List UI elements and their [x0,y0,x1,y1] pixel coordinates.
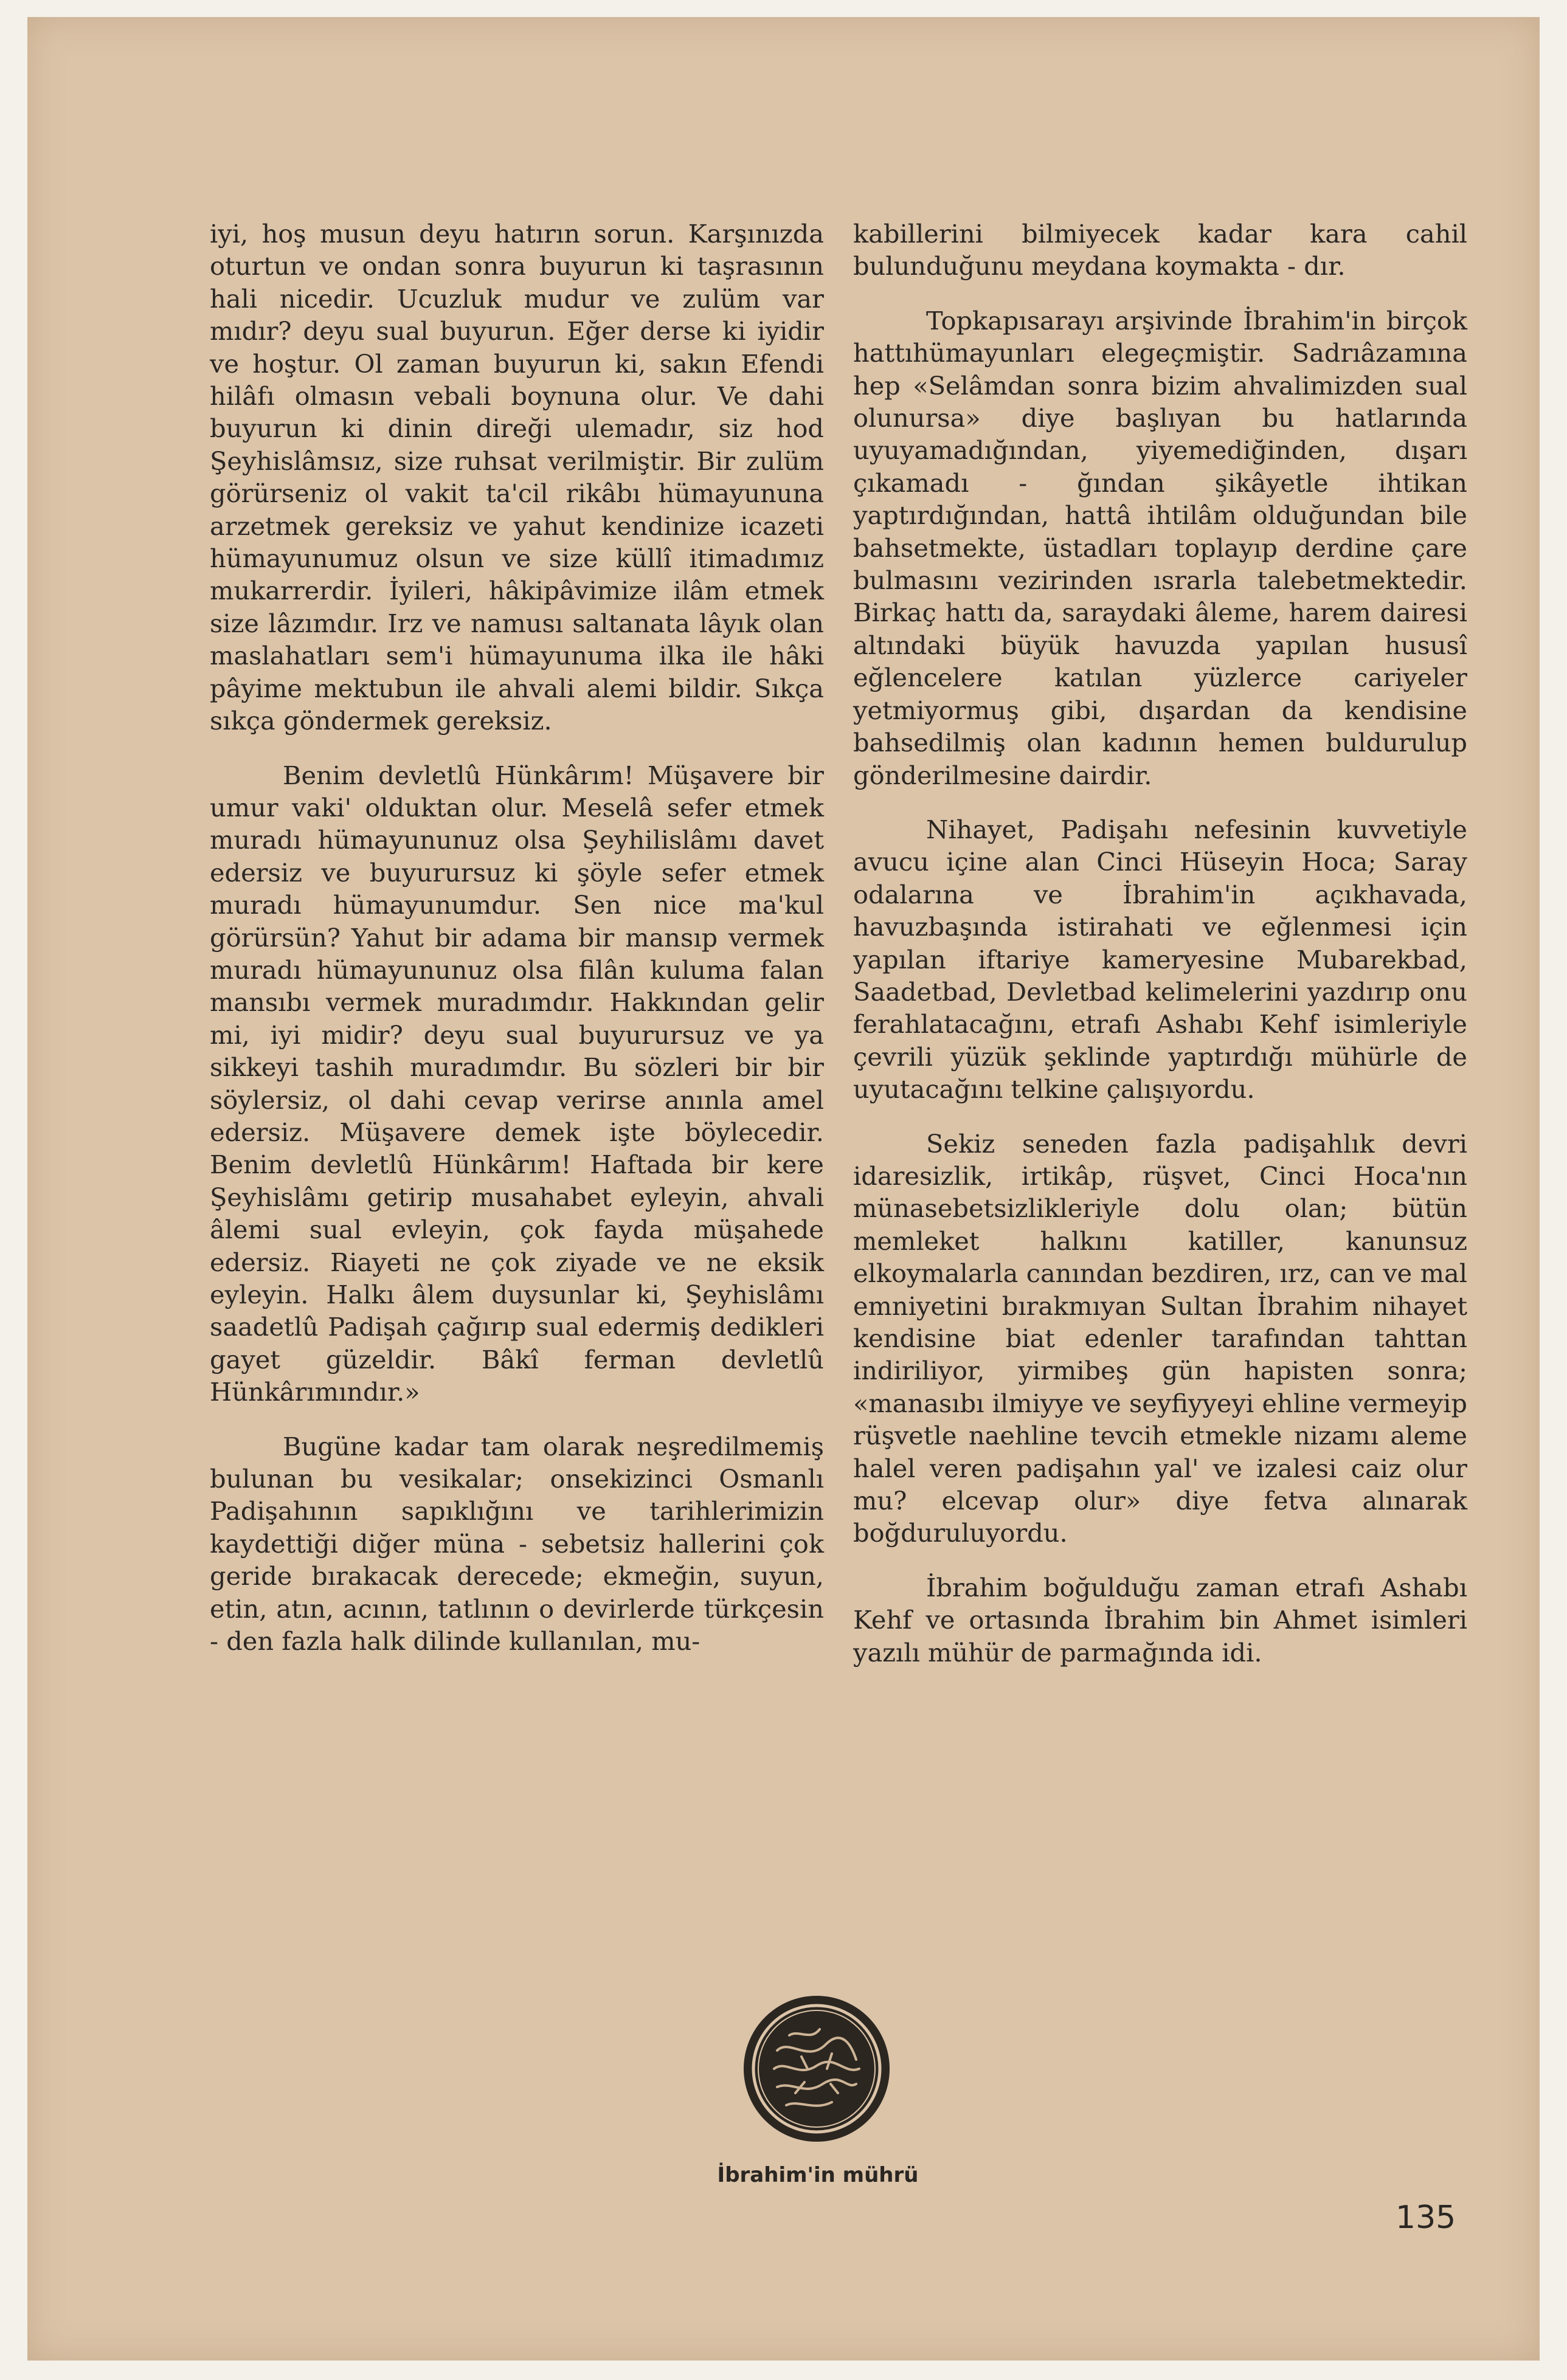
paragraph: İbrahim boğulduğu zaman etrafı Ashabı Kehf ve ortasında İbrahim bin Ahmet isimleri yazılı mühür de parmağında idi. [853,1572,1467,1668]
page-number: 135 [1396,2199,1456,2236]
page [27,17,1540,2361]
paragraph: Benim devletlû Hünkârım! Müşavere bir umur vaki' olduktan olur. Meselâ sefer etmek muradı hümayununuz olsa Şeyhilislâmı davet edersiz ve buyurursuz ki şöyle sefer etmek muradı hümayunumdur. Sen nice ma'kul görürsün? Yahut bir adama bir mansıp vermek muradı hümayununuz olsa filân kuluma falan mansıbı vermek muradımdır. Hakkından gelir mi, iyi midir? deyu sual buyurursuz ve ya sikkeyi tashih muradımdır. Bu sözleri bir bir söylersiz, ol dahi cevap verirse anınla amel edersiz. Müşavere demek işte böylecedir. Benim devletlû Hünkârım! Haftada bir kere Şeyhislâmı getirip musahabet eyleyin, ahvali âlemi sual evleyin, çok fayda müşahede edersiz. Riayeti ne çok ziyade ve ne eksik eyleyin. Halkı âlem duysunlar ki, Şeyhislâmı saadetlû Padişah çağırıp sual edermiş dedikleri gayet güzeldir. Bâkî ferman devletlû Hünkârımındır.» [210,760,824,1407]
left-column [210,218,824,1679]
right-column [853,218,1467,1691]
paragraph: Sekiz seneden fazla padişahlık devri idaresizlik, irtikâp, rüşvet, Cinci Hoca'nın münasebetsizlikleriyle dolu olan; bütün memleket halkını katiller, kanunsuz elkoymalarla canından bezdiren, ırz, can ve mal emniyetini bırakmıyan Sultan İbrahim nihayet kendisine biat edenler tarafından tahttan indiriliyor, yirmibeş gün hapisten sonra; «manasıbı ilmiyye ve seyfiyyeyi ehline vermeyip rüşvetle naehline tevcih etmekle nizamı aleme halel veren padişahın yal' ve izalesi caiz olur mu? elcevap olur» diye fetva alınarak boğduruluyordu. [853,1128,1467,1548]
paragraph: Bugüne kadar tam olarak neşredilmemiş bulunan bu vesikalar; onsekizinci Osmanlı Padişahının sapıklığını ve tarihlerimizin kaydettiği diğer müna - sebetsiz hallerini çok geride bırakacak derecede; ekmeğin, suyun, etin, atın, acının, tatlının o devirlerde türkçesin - den fazla halk dilinde kullanılan, mu- [210,1431,824,1657]
paragraph: Topkapısarayı arşivinde İbrahim'in birçok hattıhümayunları elegeçmiştir. Sadrıâzamına hep «Selâmdan sonra bizim ahvalimizden sual olunursa» diye başlıyan bu hatlarında uyuyamadığından, yiyemediğinden, dışarı çıkamadı - ğından şikâyetle ihtikan yaptırdığından, hattâ ihtilâm olduğundan bile bahsetmekte, üstadları toplayıp derdine çare bulmasını vezirinden ısrarla talebetmektedir. Birkaç hattı da, saraydaki âleme, harem dairesi altındaki büyük havuzda yapılan hususî eğlencelere katılan yüzlerce cariyeler yetmiyormuş gibi, dışardan da kendisine bahsedilmiş olan kadının hemen buldurulup gönderilmesine dairdir. [853,305,1467,790]
paragraph: kabillerini bilmiyecek kadar kara cahil bulunduğunu meydana koymakta - dır. [853,219,1467,281]
paragraph: iyi, hoş musun deyu hatırın sorun. Karşınızda oturtun ve ondan sonra buyurun ki taşrasının hali nicedir. Ucuzluk mudur ve zulüm var mıdır? deyu sual buyurun. Eğer derse ki iyidir ve hoştur. Ol zaman buyurun ki, sakın Efendi hilâfı olmasın vebali boynuna olur. Ve dahi buyurun ki dinin direği ulemadır, siz hod Şeyhislâmsız, size ruhsat verilmiştir. Bir zulüm görürseniz ol vakit ta'cil rikâbı hümayununa arzetmek gereksiz ve yahut kendinize icazeti hümayunumuz olsun ve size küllî itimadımız mukarrerdir. İyileri, hâkipâvimize ilâm etmek size lâzımdır. Irz ve namusı saltanata lâyık olan maslahatları sem'i hümayunuma ilka ile hâki pâyime mektubun ile ahvali alemi bildir. Sıkça sıkça göndermek gereksiz. [210,219,824,736]
seal-caption: İbrahim'in mührü [717,2163,919,2187]
seal-icon [741,1993,893,2145]
paragraph: Nihayet, Padişahı nefesinin kuvvetiyle avucu içine alan Cinci Hüseyin Hoca; Saray odalarına ve İbrahim'in açıkhavada, havuzbaşında istirahati ve eğlenmesi için yapılan iftariye kameryesine Mubarekbad, Saadetbad, Devletbad kelimelerini yazdırıp onu ferahlatacağını, etrafı Ashabı Kehf isimleriyle çevrili yüzük şeklinde yaptırdığı mühürle de uyutacağını telkine çalışıyordu. [853,814,1467,1105]
